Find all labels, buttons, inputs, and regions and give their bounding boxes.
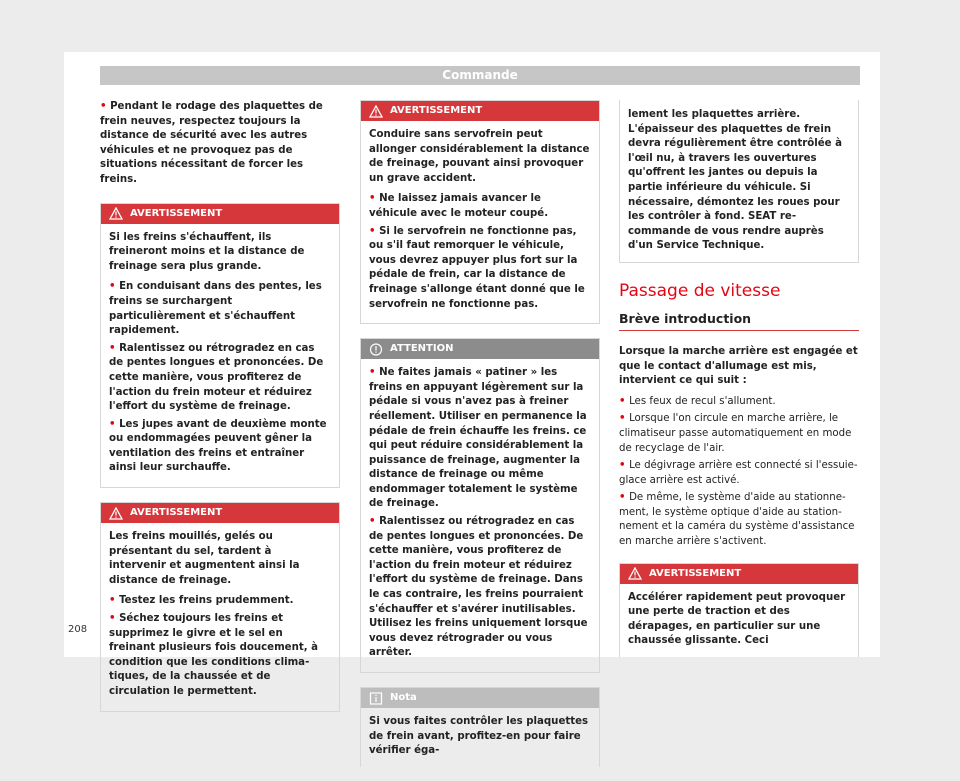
list-item: • Les jupes avant de deuxième monte ou endommagées peuvent gêner la ventilation des freins et entraîner ainsi leur surchauffe. bbox=[109, 418, 327, 474]
section-title: Passage de vitesse bbox=[619, 280, 781, 301]
list-item: • Ne laissez jamais avancer le véhicule avec le moteur coupé. bbox=[369, 193, 549, 219]
warning-box-wet bbox=[100, 502, 340, 712]
subsection-rule bbox=[619, 330, 859, 331]
warning-header: AVERTISSEMENT bbox=[361, 101, 599, 121]
list-item: • Les feux de recul s'allument. bbox=[619, 395, 776, 407]
attention-body bbox=[361, 359, 599, 672]
column-left bbox=[100, 100, 340, 726]
page-number: 208 bbox=[68, 624, 88, 635]
warning-header: AVERTISSEMENT bbox=[101, 204, 339, 224]
list-item: • De même, le système d'aide au stationnement, le système optique d'aide au stationnement et la caméra du système d'assistance en marche arrière s'activent. bbox=[619, 492, 855, 548]
note-body: Si vous faites contrôler les plaquettes de frein avant, profitez-en pour faire vérifier éga- bbox=[369, 716, 589, 757]
warning-header: AVERTISSEMENT bbox=[620, 564, 858, 584]
warning-body: Accélérer rapidement peut provoquer une perte de traction et des dérapages, en particulier sur une chaussée glissante. Ceci bbox=[628, 591, 846, 647]
warning-body: Conduire sans servofrein peut allonger considérablement la distance de freinage, pouvant ainsi provoquer un grave accident. • Ne laissez jamais avancer le véhicule avec le moteur coupé. • Si le servofrein ne fonctionne pas, ou s'il faut remorquer le véhicule, vous devrez appuyer plus fort sur la pédale de frein, car la distance de freinage s'allonge étant donné que le servofrein ne fonctionne pas. bbox=[361, 121, 599, 323]
list-item: • Ralentissez ou rétrogradez en cas de pentes longues et prononcées. De cette manière, vous profiterez de l'action du frein moteur et réduirez l'effort du système de freinage. bbox=[109, 342, 324, 413]
list-item: • En conduisant dans des pentes, les freins se surchargent particulièrement et s'échauffent rapidement. bbox=[109, 281, 322, 337]
intro-bullet: • Pendant le rodage des plaquettes de frein neuves, respectez toujours la distance de sécurité avec les autres véhicules et ne provoquez pas de situations nécessitant de forcer les freins. bbox=[100, 101, 323, 185]
attention-header: ATTENTION bbox=[361, 339, 599, 359]
warning-header: AVERTISSEMENT bbox=[101, 503, 339, 523]
exclamation-circle-icon bbox=[369, 343, 383, 356]
warning-triangle-icon bbox=[628, 567, 642, 580]
info-note-icon bbox=[369, 692, 383, 705]
list-item: • Testez les freins prudemment. bbox=[109, 595, 294, 607]
warning-triangle-icon bbox=[109, 507, 123, 520]
warning-triangle-icon bbox=[369, 105, 383, 118]
list-item: • Si le servofrein ne fonctionne pas, ou s'il faut remorquer le véhicule, vous devrez appuyer plus fort sur la pédale de frein, car la distance de freinage s'allonge étant donné que le servofrein ne fonctionne pas. bbox=[369, 225, 585, 310]
bullet-icon: • bbox=[100, 101, 111, 112]
attention-box bbox=[360, 338, 600, 673]
warning-body: Si les freins s'échauffent, ils freineront moins et la distance de freinage sera plus grande. • En conduisant dans des pentes, les freins se surchargent particulièrement et s'échauffent rapidement. • Ralentissez ou rétrogradez en cas de pentes longues et prononcées. De cette manière, vous profiterez de l'action du frein moteur et réduirez l'effort du système de freinage. • Les jupes avant de deuxième monte ou endommagées peuvent gêner la ventilation des freins et entraîner ainsi leur surchauffe. bbox=[101, 224, 339, 488]
list-item: • Le dégivrage arrière est connecté si l'essuie-glace arrière est activé. bbox=[619, 460, 858, 486]
list-item: • Lorsque l'on circule en marche arrière, le climatiseur passe automatiquement en mode de recyclage de l'air. bbox=[619, 413, 852, 454]
manual-page bbox=[64, 52, 880, 757]
warning-box-acceleration bbox=[619, 563, 859, 657]
note-body-continued: lement les plaquettes arrière. L'épaisseur des plaquettes de frein devra régulièrement être contrôlée à l'œil nu, à travers les ouvertures qu'offrent les jantes ou depuis la partie inférieure du véhicule. Si nécessaire, démontez les roues pour les contrôler à fond. SEAT recommande de vous rendre auprès d'un Service Technique. bbox=[628, 109, 842, 252]
column-right bbox=[619, 100, 859, 671]
page-header: Commande bbox=[100, 66, 860, 85]
warning-body: Les freins mouillés, gelés ou présentant du sel, tardent à intervenir et augmentent ainsi la distance de freinage. • Testez les freins prudemment. • Séchez toujours les freins et supprimez le givre et le sel en freinant plusieurs fois doucement, à condition que les conditions climatiques, de la chaussée et de circulation le permettent. bbox=[101, 523, 339, 711]
warning-box-heat bbox=[100, 203, 340, 489]
note-box bbox=[360, 687, 600, 767]
list-item: • Ralentissez ou rétrogradez en cas de pentes longues et prononcées. De cette manière, vous profiterez de l'action du frein moteur et réduirez l'effort du système de freinage. Dans le cas contraire, les freins pourraient s'échauffer et s'avérer inutilisables. Utilisez les freins uniquement lorsque vous devez rétrograder ou vous arrêter. bbox=[369, 516, 588, 659]
lead-paragraph: Lorsque la marche arrière est engagée et que le contact d'allumage est mis, intervient ce qui suit : bbox=[619, 345, 858, 387]
note-box-continued bbox=[619, 100, 859, 263]
column-middle bbox=[360, 100, 600, 781]
warning-triangle-icon bbox=[109, 207, 123, 220]
list-item: • Ne faites jamais « patiner » les freins en appuyant légèrement sur la pédale si vous n'avez pas à freiner réellement. Utiliser en permanence la pédale de frein échauffe les freins. ce qui peut réduire considérablement la puissance de freinage, augmenter la distance de freinage ou même endommager totalement le système de freinage. bbox=[369, 367, 587, 510]
warning-box-servo bbox=[360, 100, 600, 324]
list-item: • Séchez toujours les freins et supprimez le givre et le sel en freinant plusieurs fois doucement, à condition que les conditions climatiques, de la chaussée et de circulation le permettent. bbox=[109, 613, 319, 697]
reverse-gear-list bbox=[619, 395, 859, 550]
subsection-title: Brève introduction bbox=[619, 310, 752, 326]
note-header: Nota bbox=[361, 688, 599, 708]
